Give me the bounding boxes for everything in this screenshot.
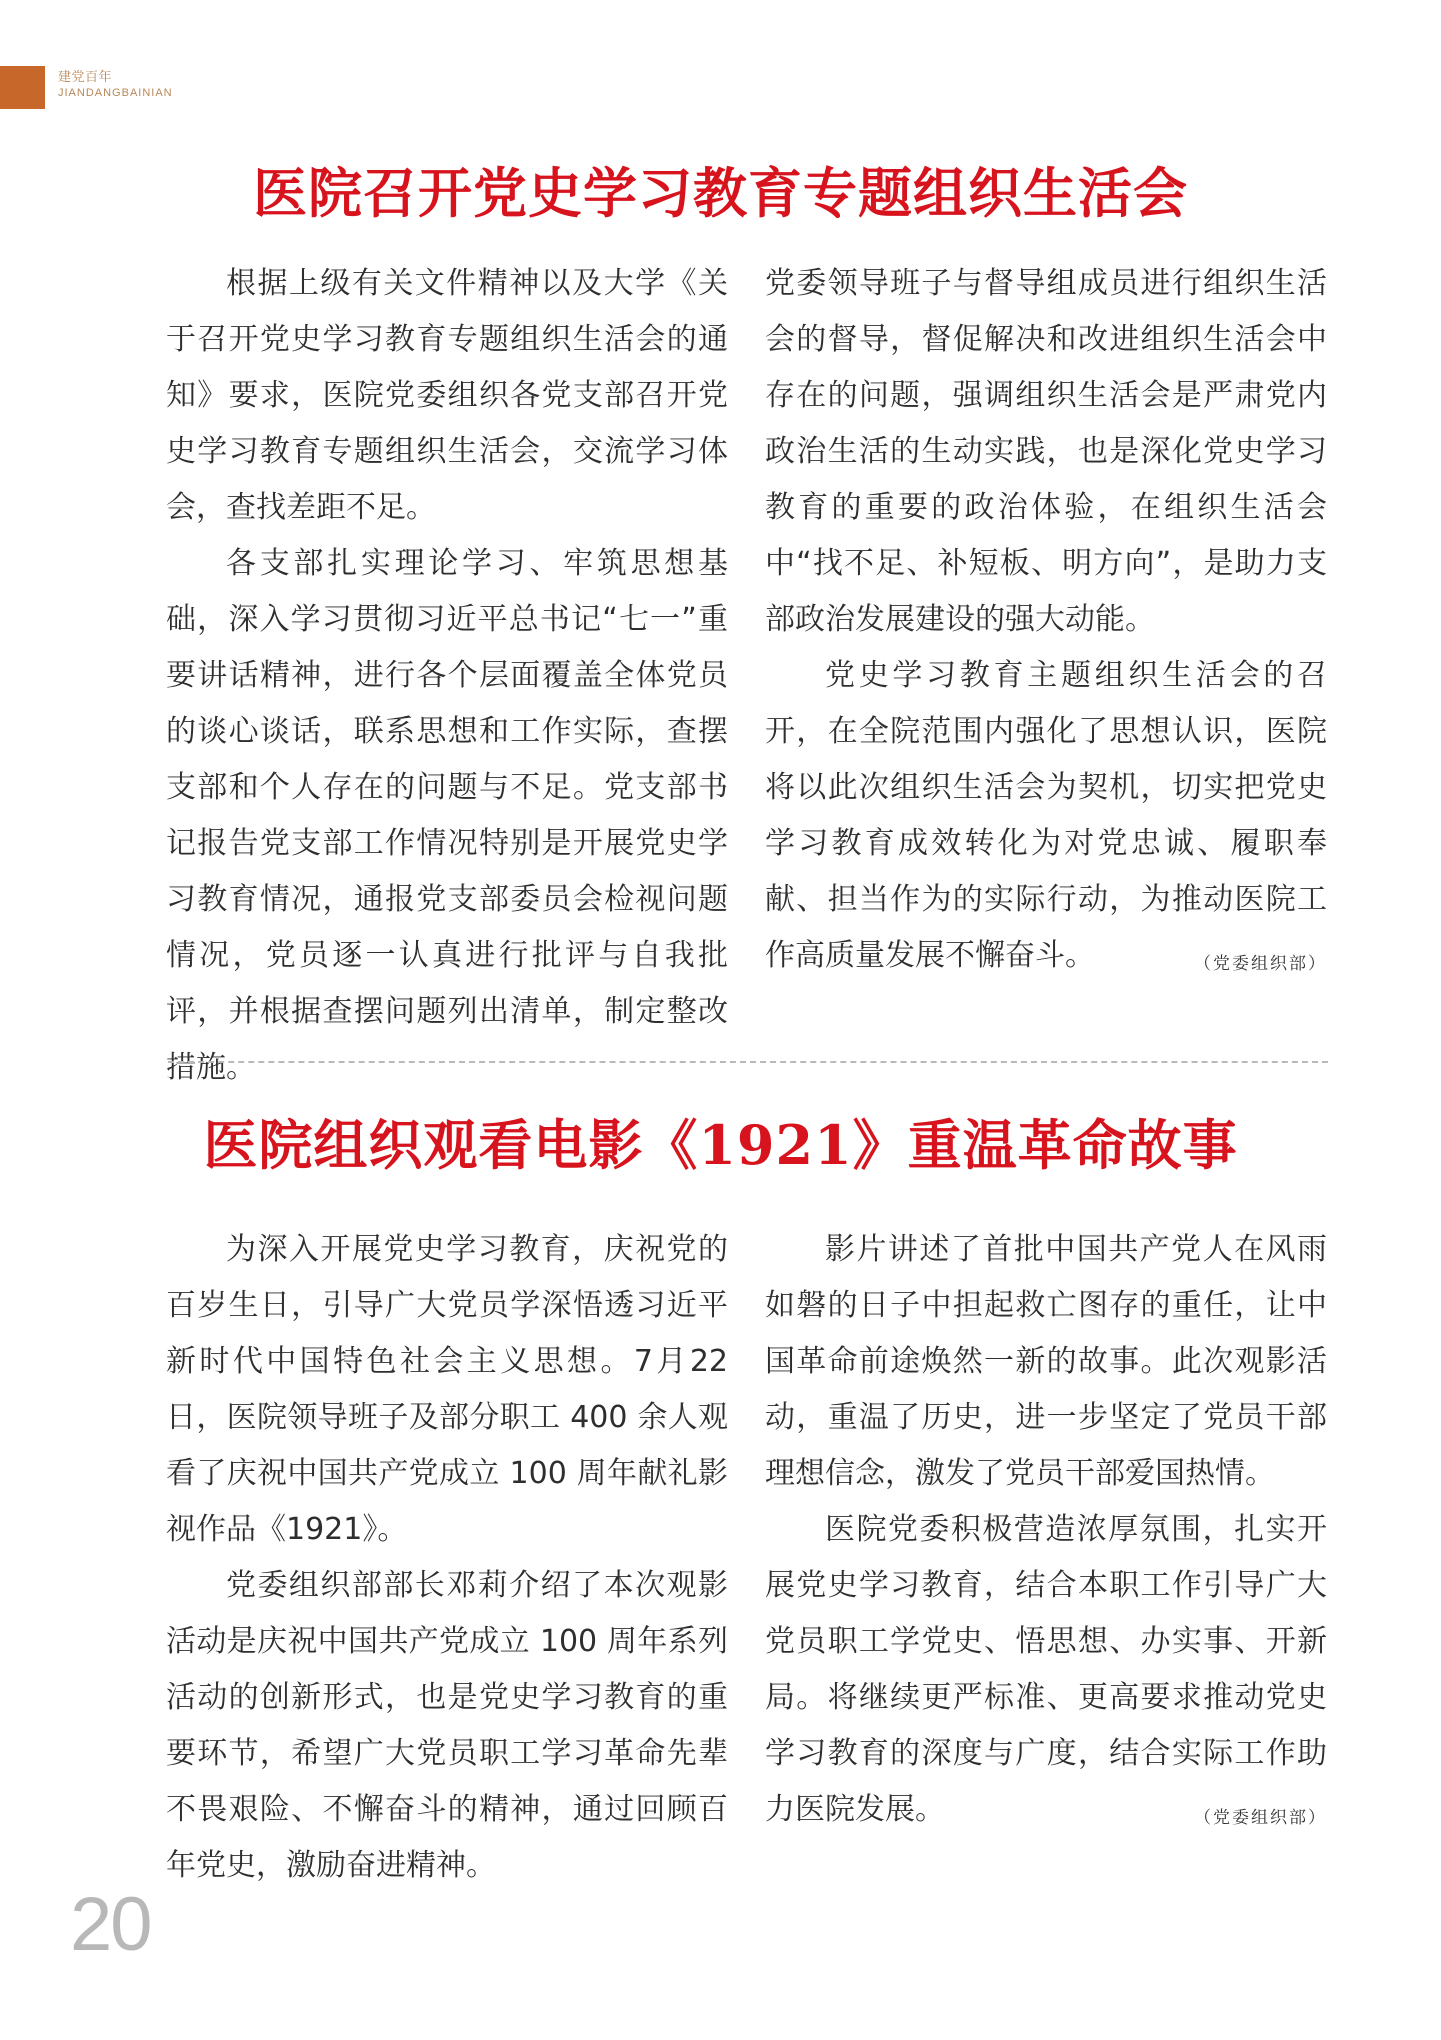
article2-left-paragraph: 为深入开展党史学习教育，庆祝党的百岁生日，引导广大党员学深悟透习近平新时代中国特色社会主义思想。7月22日，医院领导班子及部分职工 400 余人观看了庆祝中国共产党成立 100 周年献礼影视作品《1921》。 (166, 1232, 728, 1547)
article1-left-paragraph: 各支部扎实理论学习、牢筑思想基础，深入学习贯彻习近平总书记“七一”重要讲话精神，进行各个层面覆盖全体党员的谈心谈话，联系思想和工作实际，查摆支部和个人存在的问题与不足。党支部书记报告党支部工作情况特别是开展党史学习教育情况，通报党支部委员会检视问题情况，党员逐一认真进行批评与自我批评，并根据查摆问题列出清单，制定整改措施。 (166, 546, 728, 1085)
article2-title: 医院组织观看电影《1921》重温革命故事 (203, 1113, 1238, 1177)
section-label-cn: 建党百年 (58, 69, 113, 84)
article1-credit: （党委组织部） (1194, 954, 1327, 974)
section-label (58, 68, 173, 102)
section-tab-marker (0, 66, 45, 109)
page-number: 20 (70, 1882, 151, 1967)
section-divider (168, 1061, 1328, 1063)
article1-left-paragraph: 根据上级有关文件精神以及大学《关于召开党史学习教育专题组织生活会的通知》要求，医院党委组织各党支部召开党史学习教育专题组织生活会，交流学习体会，查找差距不足。 (166, 266, 728, 525)
section-label-en: JIANDANGBAINIAN (58, 87, 173, 99)
article1-right-paragraph (765, 648, 1327, 984)
article2-right-paragraph: 影片讲述了首批中国共产党人在风雨如磐的日子中担起救亡图存的重任，让中国革命前途焕然一新的故事。此次观影活动，重温了历史，进一步坚定了党员干部理想信念，激发了党员干部爱国热情。 (765, 1232, 1327, 1491)
article2-right-paragraph (765, 1502, 1327, 1838)
article1-right-paragraph-text: 党史学习教育主题组织生活会的召开，在全院范围内强化了思想认识，医院将以此次组织生活会为契机，切实把党史学习教育成效转化为对党忠诚、履职奉献、担当作为的实际行动，为推动医院工作高质量发展不懈奋斗。 (765, 658, 1327, 973)
article1-title: 医院召开党史学习教育专题组织生活会 (253, 161, 1188, 225)
article1-right-column (765, 256, 1327, 992)
article2-left-column (166, 1222, 728, 1894)
article1-right-continuation: 党委领导班子与督导组成员进行组织生活会的督导，督促解决和改进组织生活会中存在的问题，强调组织生活会是严肃党内政治生活的生动实践，也是深化党史学习教育的重要的政治体验，在组织生活会中“找不足、补短板、明方向”，是助力支部政治发展建设的强大动能。 (765, 266, 1327, 637)
article2-right-column (765, 1222, 1327, 1846)
article2-left-paragraph: 党委组织部部长邓莉介绍了本次观影活动是庆祝中国共产党成立 100 周年系列活动的创新形式，也是党史学习教育的重要环节，希望广大党员职工学习革命先辈不畏艰险、不懈奋斗的精神，通过回顾百年党史，激励奋进精神。 (166, 1568, 728, 1883)
article2-credit: （党委组织部） (1194, 1808, 1327, 1828)
article1-left-column (166, 256, 728, 1096)
article2-right-paragraph-text: 医院党委积极营造浓厚氛围，扎实开展党史学习教育，结合本职工作引导广大党员职工学党史、悟思想、办实事、开新局。将继续更严标准、更高要求推动党史学习教育的深度与广度，结合实际工作助力医院发展。 (765, 1512, 1327, 1827)
